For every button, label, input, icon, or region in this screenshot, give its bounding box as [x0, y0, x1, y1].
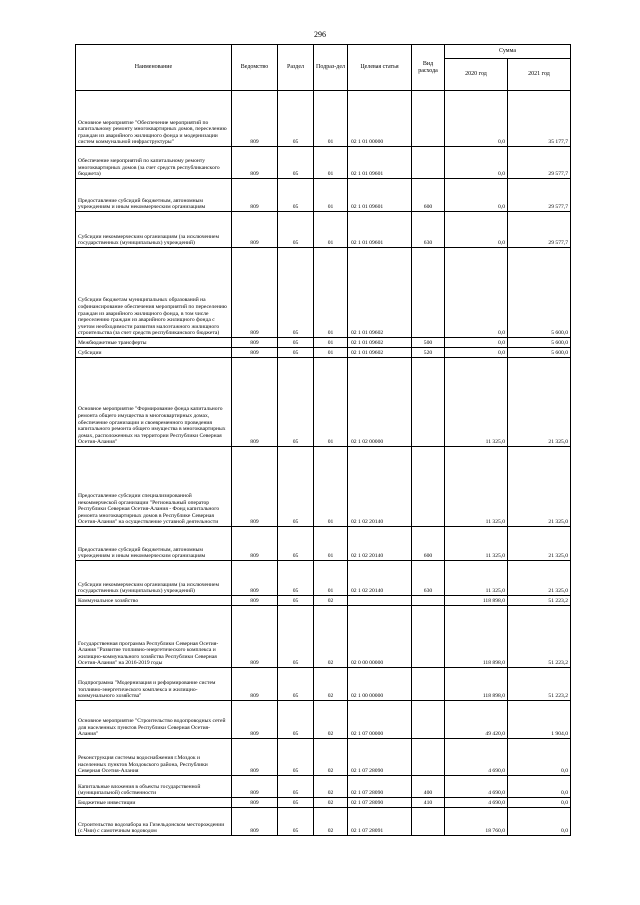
row-razdel: 05	[278, 596, 314, 606]
row-podrazdel: 02	[314, 606, 348, 668]
row-podrazdel: 02	[314, 776, 348, 798]
row-razdel: 05	[278, 91, 314, 147]
row-vedomstvo: 809	[232, 91, 278, 147]
row-vid	[412, 808, 445, 836]
row-razdel: 05	[278, 668, 314, 701]
row-name: Основное мероприятие "Обеспечение мероприятий по капитальному ремонту многоквартирных домов, переселению граждан из аварийного жилищного фонда и модернизации систем коммунальной инфраструктуры"	[76, 91, 232, 147]
table-row	[76, 808, 571, 836]
row-tselevaya: 02 1 01 00000	[348, 91, 412, 147]
row-podrazdel: 01	[314, 91, 348, 147]
row-amount-2021: 21 325,0	[508, 447, 571, 527]
row-tselevaya: 02 1 02 20140	[348, 561, 412, 596]
budget-table	[75, 44, 571, 836]
row-name: Основное мероприятие "Строительство водопроводных сетей для населенных пунктов Республики Северная Осетия-Алания"	[76, 701, 232, 739]
row-name: Строительство водозабора на Гизельдонском месторождении (с.Чми) с самотечным водоводом	[76, 808, 232, 836]
row-vedomstvo: 809	[232, 338, 278, 348]
row-vedomstvo: 809	[232, 358, 278, 447]
row-amount-2020: 0,0	[445, 338, 508, 348]
row-podrazdel: 02	[314, 808, 348, 836]
row-vedomstvo: 809	[232, 668, 278, 701]
row-tselevaya: 02 1 07 28090	[348, 739, 412, 776]
row-tselevaya: 02 1 02 00000	[348, 358, 412, 447]
row-amount-2020: 118 898,0	[445, 606, 508, 668]
row-amount-2021: 0,0	[508, 798, 571, 808]
row-vedomstvo: 809	[232, 808, 278, 836]
row-vedomstvo: 809	[232, 527, 278, 561]
row-amount-2021: 29 577,7	[508, 212, 571, 248]
row-amount-2021: 51 223,2	[508, 668, 571, 701]
table-row	[76, 338, 571, 348]
row-amount-2020: 0,0	[445, 212, 508, 248]
table-row	[76, 147, 571, 179]
row-amount-2020: 0,0	[445, 147, 508, 179]
row-vid: 630	[412, 561, 445, 596]
row-podrazdel: 02	[314, 798, 348, 808]
table-row	[76, 668, 571, 701]
row-amount-2020: 49 420,0	[445, 701, 508, 739]
row-vedomstvo: 809	[232, 212, 278, 248]
row-vedomstvo: 809	[232, 147, 278, 179]
row-vedomstvo: 809	[232, 561, 278, 596]
row-vid	[412, 739, 445, 776]
row-vid: 410	[412, 798, 445, 808]
row-amount-2021: 5 600,0	[508, 248, 571, 338]
row-tselevaya: 02 1 01 09602	[348, 348, 412, 358]
row-razdel: 05	[278, 808, 314, 836]
row-amount-2021: 0,0	[508, 739, 571, 776]
row-tselevaya: 02 1 01 09601	[348, 179, 412, 212]
row-amount-2020: 4 690,0	[445, 798, 508, 808]
row-vedomstvo: 809	[232, 348, 278, 358]
row-razdel: 05	[278, 348, 314, 358]
row-vid: 600	[412, 527, 445, 561]
row-name: Субсидии	[76, 348, 232, 358]
row-razdel: 05	[278, 212, 314, 248]
table-row	[76, 776, 571, 798]
row-vedomstvo: 809	[232, 447, 278, 527]
page-number: 296	[314, 30, 326, 39]
row-name: Бюджетные инвестиции	[76, 798, 232, 808]
row-podrazdel: 01	[314, 561, 348, 596]
row-podrazdel: 02	[314, 668, 348, 701]
row-vedomstvo: 809	[232, 701, 278, 739]
row-vid	[412, 668, 445, 701]
row-vid: 500	[412, 338, 445, 348]
row-razdel: 05	[278, 701, 314, 739]
row-vedomstvo: 809	[232, 606, 278, 668]
row-name: Предоставление субсидий бюджетным, автономным учреждениям и иным некоммерческим организациям	[76, 179, 232, 212]
header-2020: 2020 год	[445, 59, 508, 91]
row-podrazdel: 02	[314, 701, 348, 739]
header-podrazdel: Подраз-дел	[314, 45, 348, 91]
row-vedomstvo: 809	[232, 179, 278, 212]
row-amount-2020: 118 898,0	[445, 596, 508, 606]
row-amount-2021: 0,0	[508, 808, 571, 836]
row-razdel: 05	[278, 358, 314, 447]
row-vid: 520	[412, 348, 445, 358]
row-name: Основное мероприятие "Формирование фонда капитального ремонта общего имущества в многоквартирных домах, обеспечение организации и своевременного проведения капитального ремонта общего имущества в многоквартирных домах, расположенных на территории Республики Северная Осетия-Алания"	[76, 358, 232, 447]
row-amount-2020: 11 325,0	[445, 447, 508, 527]
table-row	[76, 179, 571, 212]
table-row	[76, 91, 571, 147]
header-2021: 2021 год	[508, 59, 571, 91]
table-row	[76, 348, 571, 358]
row-amount-2020: 4 690,0	[445, 776, 508, 798]
row-vid: 400	[412, 776, 445, 798]
row-amount-2021: 29 577,7	[508, 179, 571, 212]
row-tselevaya: 02 1 01 09602	[348, 338, 412, 348]
table-row	[76, 701, 571, 739]
row-razdel: 05	[278, 561, 314, 596]
row-name: Межбюджетные трансферты	[76, 338, 232, 348]
row-tselevaya: 02 1 02 20140	[348, 527, 412, 561]
table-row	[76, 739, 571, 776]
row-name: Реконструкция системы водоснабжения г.Моздок и населенных пунктов Моздокского района, Республики Северная Осетия-Алания	[76, 739, 232, 776]
row-podrazdel: 02	[314, 739, 348, 776]
row-amount-2020: 11 325,0	[445, 561, 508, 596]
row-amount-2021: 29 577,7	[508, 147, 571, 179]
header-vid: Вид расхода	[412, 45, 445, 91]
row-amount-2021: 1 904,0	[508, 701, 571, 739]
row-razdel: 05	[278, 248, 314, 338]
row-tselevaya: 02 1 07 28090	[348, 776, 412, 798]
row-tselevaya: 02 1 00 00000	[348, 668, 412, 701]
row-tselevaya: 02 1 01 09601	[348, 212, 412, 248]
row-vedomstvo: 809	[232, 798, 278, 808]
row-amount-2020: 11 325,0	[445, 527, 508, 561]
row-name: Предоставление субсидий бюджетным, автономным учреждениям и иным некоммерческим организациям	[76, 527, 232, 561]
table-row	[76, 358, 571, 447]
row-podrazdel: 01	[314, 338, 348, 348]
row-podrazdel: 01	[314, 527, 348, 561]
row-podrazdel: 01	[314, 248, 348, 338]
row-name: Предоставление субсидии специализированной некоммерческой организации "Региональный оператор Республики Северная Осетия-Алания - Фонд капитального ремонта многоквартирных домов в Республике Северная Осетия-Алания" на осуществление уставной деятельности	[76, 447, 232, 527]
row-amount-2021: 5 600,0	[508, 348, 571, 358]
row-name: Капитальные вложения в объекты государственной (муниципальной) собственности	[76, 776, 232, 798]
header-name: Наименование	[76, 45, 232, 91]
row-name: Государственная программа Республики Северная Осетия-Алания "Развитие топливно-энергетического комплекса и жилищно-коммунального хозяйства Республики Северная Осетия-Алания" на 2016-2019 годы	[76, 606, 232, 668]
row-name: Обеспечение мероприятий по капитальному ремонту многоквартирных домов (за счет средств республиканского бюджета)	[76, 147, 232, 179]
row-vedomstvo: 809	[232, 776, 278, 798]
row-amount-2021: 51 223,2	[508, 596, 571, 606]
row-vid: 600	[412, 179, 445, 212]
row-podrazdel: 01	[314, 179, 348, 212]
row-amount-2021: 0,0	[508, 776, 571, 798]
table-row	[76, 561, 571, 596]
row-amount-2020: 18 760,0	[445, 808, 508, 836]
row-tselevaya: 02 0 00 00000	[348, 606, 412, 668]
row-vid	[412, 606, 445, 668]
header-tselevaya: Целевая статья	[348, 45, 412, 91]
row-tselevaya: 02 1 07 00000	[348, 701, 412, 739]
row-razdel: 05	[278, 798, 314, 808]
row-name: Субсидии некоммерческим организациям (за исключением государственных (муниципальных) учреждений)	[76, 212, 232, 248]
row-vid	[412, 701, 445, 739]
row-amount-2021: 21 325,0	[508, 358, 571, 447]
row-razdel: 05	[278, 447, 314, 527]
row-vedomstvo: 809	[232, 248, 278, 338]
row-tselevaya: 02 1 02 20140	[348, 447, 412, 527]
table-row	[76, 606, 571, 668]
row-amount-2020: 0,0	[445, 248, 508, 338]
row-razdel: 05	[278, 147, 314, 179]
row-vid	[412, 447, 445, 527]
row-amount-2021: 21 325,0	[508, 561, 571, 596]
row-vedomstvo: 809	[232, 596, 278, 606]
row-amount-2021: 5 600,0	[508, 338, 571, 348]
table-row	[76, 447, 571, 527]
row-tselevaya: 02 1 01 09601	[348, 147, 412, 179]
table-row	[76, 798, 571, 808]
header-summa: Сумма	[445, 45, 571, 59]
row-razdel: 05	[278, 338, 314, 348]
row-amount-2020: 0,0	[445, 179, 508, 212]
table-row	[76, 596, 571, 606]
row-podrazdel: 01	[314, 212, 348, 248]
row-razdel: 05	[278, 527, 314, 561]
row-razdel: 05	[278, 179, 314, 212]
row-razdel: 05	[278, 776, 314, 798]
row-amount-2020: 0,0	[445, 91, 508, 147]
row-razdel: 05	[278, 739, 314, 776]
row-amount-2020: 4 690,0	[445, 739, 508, 776]
header-vedomstvo: Ведомство	[232, 45, 278, 91]
row-vedomstvo: 809	[232, 739, 278, 776]
row-vid	[412, 147, 445, 179]
table-row	[76, 248, 571, 338]
row-name: Подпрограмма "Модернизация и реформирование систем топливно-энергетического комплекса и жилищно-коммунального хозяйства"	[76, 668, 232, 701]
row-vid	[412, 91, 445, 147]
row-tselevaya: 02 1 01 09602	[348, 248, 412, 338]
row-tselevaya: 02 1 07 28090	[348, 798, 412, 808]
row-razdel: 05	[278, 606, 314, 668]
row-podrazdel: 01	[314, 147, 348, 179]
row-name: Субсидии некоммерческим организациям (за исключением государственных (муниципальных) учреждений)	[76, 561, 232, 596]
row-amount-2021: 51 223,2	[508, 606, 571, 668]
row-podrazdel: 01	[314, 447, 348, 527]
row-amount-2020: 118 898,0	[445, 668, 508, 701]
row-amount-2021: 21 325,0	[508, 527, 571, 561]
row-amount-2021: 35 177,7	[508, 91, 571, 147]
row-podrazdel: 01	[314, 358, 348, 447]
row-tselevaya	[348, 596, 412, 606]
table-row	[76, 212, 571, 248]
row-vid	[412, 358, 445, 447]
header-razdel: Раздел	[278, 45, 314, 91]
row-vid	[412, 248, 445, 338]
row-amount-2020: 11 325,0	[445, 358, 508, 447]
row-vid: 630	[412, 212, 445, 248]
row-amount-2020: 0,0	[445, 348, 508, 358]
row-tselevaya: 02 1 07 28091	[348, 808, 412, 836]
row-podrazdel: 01	[314, 348, 348, 358]
row-name: Субсидии бюджетам муниципальных образований на софинансирование обеспечения мероприятий по переселению граждан из аварийного жилищного фонда, в том числе переселению граждан из аварийного жилищного фонда с учетом необходимости развития малоэтажного жилищного строительства (за счет средств республиканского бюджета)	[76, 248, 232, 338]
row-name: Коммунальное хозяйство	[76, 596, 232, 606]
row-podrazdel: 02	[314, 596, 348, 606]
row-vid	[412, 596, 445, 606]
table-row	[76, 527, 571, 561]
